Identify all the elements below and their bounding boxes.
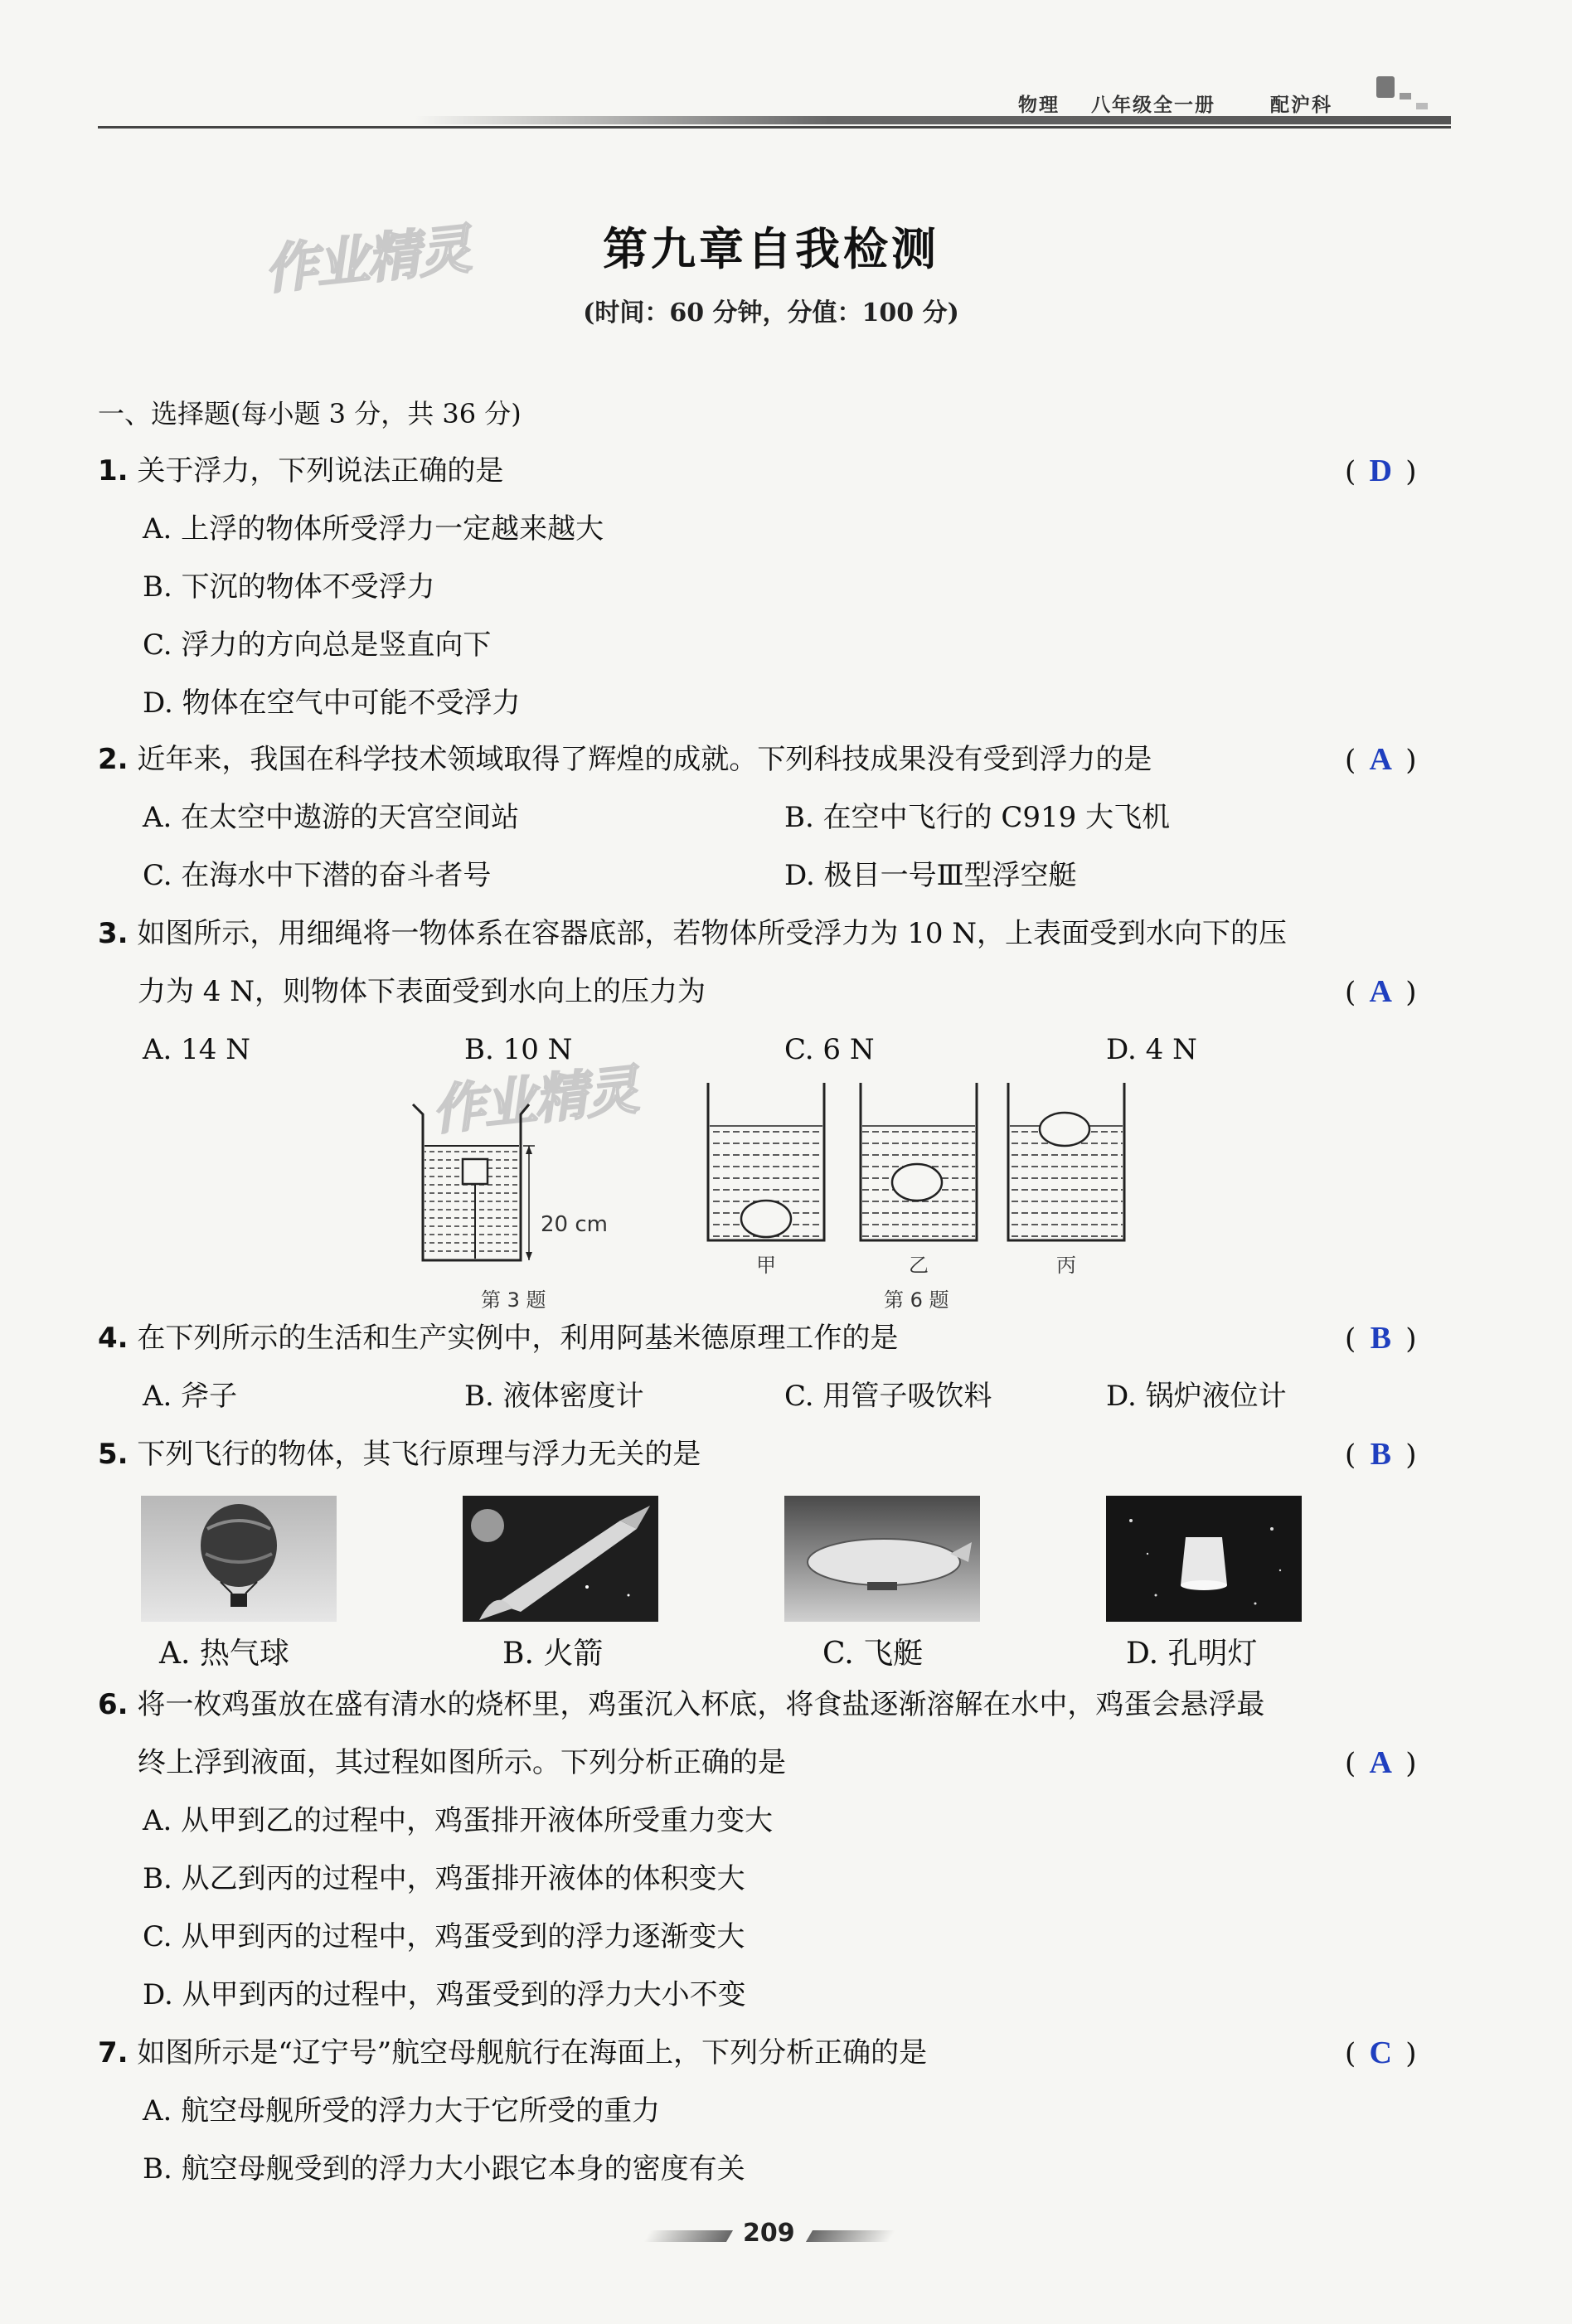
figure-6-label-yi: 乙 [909, 1254, 929, 1277]
header-decor-block [1400, 93, 1411, 99]
section-heading: 一、选择题(每小题 3 分，共 36 分) [98, 398, 522, 429]
page-number: 209 [743, 2219, 795, 2248]
question-text-cont: 力为 4 N，则物体下表面受到水向上的压力为 [138, 975, 706, 1008]
question-text: 近年来，我国在科学技术领域取得了辉煌的成就。下列科技成果没有受到浮力的是 [137, 743, 1152, 776]
figure-6-caption: 第 6 题 [884, 1288, 949, 1312]
photo-hot-air-balloon [141, 1496, 337, 1622]
option-b: B. 航空母舰受到的浮力大小跟它本身的密度有关 [143, 2152, 745, 2186]
option-b: B. 10 N [464, 1033, 573, 1066]
option-c: C. 飞艇 [822, 1637, 924, 1671]
option-c: C. 6 N [784, 1033, 875, 1066]
option-c: C. 浮力的方向总是竖直向下 [143, 628, 492, 662]
option-d: D. 极目一号Ⅲ型浮空艇 [784, 859, 1077, 892]
answer-paren: ( A ) [1345, 742, 1417, 777]
watermark: 作业精灵 [261, 219, 473, 302]
question-number: 4. [98, 1322, 129, 1355]
answer-paren: ( A ) [1345, 974, 1417, 1009]
answer-value: C [1369, 2035, 1392, 2070]
question-text: 将一枚鸡蛋放在盛有清水的烧杯里，鸡蛋沉入杯底，将食盐逐渐溶解在水中，鸡蛋会悬浮最 [137, 1688, 1265, 1721]
option-c: C. 从甲到丙的过程中，鸡蛋受到的浮力逐渐变大 [143, 1920, 745, 1953]
option-b: B. 从乙到丙的过程中，鸡蛋排开液体的体积变大 [143, 1862, 745, 1895]
question-text-cont: 终上浮到液面，其过程如图所示。下列分析正确的是 [138, 1746, 786, 1779]
question-text: 在下列所示的生活和生产实例中，利用阿基米德原理工作的是 [137, 1322, 899, 1355]
option-b: B. 下沉的物体不受浮力 [143, 570, 435, 604]
answer-paren: ( C ) [1345, 2035, 1417, 2070]
answer-value: B [1370, 1321, 1391, 1356]
page-title: 第九章自我检测 [603, 223, 939, 275]
question-text: 如图所示是“辽宁号”航空母舰航行在海面上，下列分析正确的是 [137, 2036, 928, 2069]
header-edition: 配沪科 [1270, 95, 1332, 116]
question-7 [98, 2035, 927, 2071]
option-d: D. 孔明灯 [1126, 1637, 1258, 1671]
option-a: A. 航空母舰所受的浮力大于它所受的重力 [143, 2094, 661, 2128]
photo-kongming-lantern [1106, 1496, 1302, 1622]
answer-value: A [1369, 974, 1392, 1009]
answer-paren: ( B ) [1345, 1437, 1417, 1472]
answer-value: D [1369, 454, 1392, 488]
question-5 [98, 1436, 701, 1473]
footer-decor-right [806, 2230, 895, 2242]
option-b: B. 在空中飞行的 C919 大飞机 [784, 801, 1171, 834]
answer-paren: ( B ) [1345, 1321, 1417, 1356]
option-a: A. 14 N [143, 1033, 250, 1066]
figure-6-label-bing: 丙 [1056, 1254, 1076, 1277]
option-b: B. 液体密度计 [464, 1380, 644, 1413]
figure-3-dimension: 20 cm [541, 1212, 608, 1237]
question-1 [98, 453, 503, 489]
option-a: A. 上浮的物体所受浮力一定越来越大 [143, 512, 604, 546]
question-2 [98, 741, 1152, 778]
question-6 [98, 1686, 1264, 1723]
answer-value: A [1369, 742, 1392, 777]
header-decor-block [1376, 76, 1395, 98]
question-4 [98, 1320, 898, 1356]
header-decor-block [1416, 103, 1428, 109]
option-d: D. 锅炉液位计 [1106, 1380, 1287, 1413]
option-d: D. 物体在空气中可能不受浮力 [143, 687, 521, 720]
option-a: A. 在太空中遨游的天宫空间站 [143, 801, 520, 834]
question-number: 5. [98, 1438, 129, 1471]
header-rule [98, 126, 1451, 129]
option-a: A. 热气球 [159, 1637, 289, 1671]
figure-3-caption: 第 3 题 [481, 1288, 546, 1312]
answer-paren: ( D ) [1345, 454, 1417, 488]
figure-3-beaker [405, 1098, 620, 1280]
option-a: A. 斧子 [143, 1380, 238, 1413]
figure-6-label-jia: 甲 [756, 1254, 776, 1277]
watermark: 作业精灵 [429, 1060, 640, 1143]
option-b: B. 火箭 [502, 1637, 604, 1671]
option-a: A. 从甲到乙的过程中，鸡蛋排开液体所受重力变大 [143, 1804, 774, 1837]
question-number: 6. [98, 1688, 129, 1721]
option-c: C. 在海水中下潜的奋斗者号 [143, 859, 492, 892]
question-3 [98, 915, 1287, 952]
question-text: 关于浮力，下列说法正确的是 [137, 454, 504, 488]
question-number: 7. [98, 2036, 129, 2069]
question-text: 如图所示，用细绳将一物体系在容器底部，若物体所受浮力为 10 N，上表面受到水向下的压 [137, 917, 1288, 950]
question-number: 2. [98, 743, 129, 776]
header-grade: 八年级全一册 [1091, 95, 1215, 116]
egg-yi [892, 1164, 942, 1201]
answer-value: A [1369, 1745, 1392, 1780]
option-d: D. 从甲到丙的过程中，鸡蛋受到的浮力大小不变 [143, 1978, 746, 2011]
page-subtitle: (时间：60 分钟，分值：100 分) [583, 298, 959, 327]
photo-airship [784, 1496, 980, 1622]
question-number: 1. [98, 454, 129, 488]
footer-decor-left [643, 2230, 733, 2242]
header-rule-bar [415, 116, 1451, 124]
header-subject: 物理 [1018, 95, 1060, 116]
question-number: 3. [98, 917, 129, 950]
photo-rocket [463, 1496, 658, 1622]
answer-paren: ( A ) [1345, 1745, 1417, 1780]
egg-bing [1040, 1113, 1089, 1146]
option-d: D. 4 N [1106, 1033, 1197, 1066]
answer-value: B [1370, 1437, 1391, 1472]
egg-jia [741, 1201, 791, 1237]
option-c: C. 用管子吸饮料 [784, 1380, 992, 1413]
question-text: 下列飞行的物体，其飞行原理与浮力无关的是 [137, 1438, 701, 1471]
figure-6-beakers [703, 1080, 1167, 1254]
